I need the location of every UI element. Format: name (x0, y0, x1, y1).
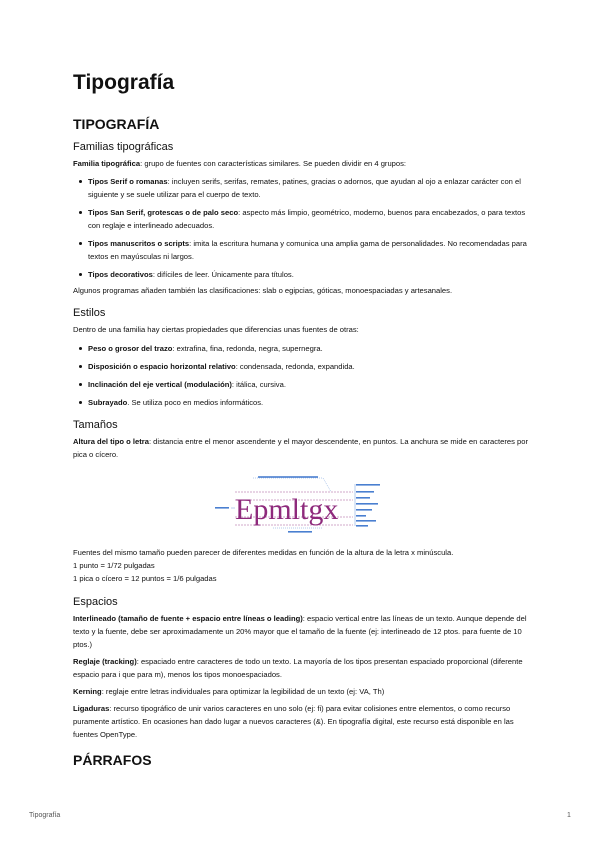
footer-page-number: 1 (567, 812, 571, 819)
estilos-intro: Dentro de una familia hay ciertas propiedades que diferencias unas fuentes de otras: (73, 325, 359, 334)
list-item: Tipos decorativos: difíciles de leer. Únicamente para títulos. (73, 268, 528, 281)
espacios-ligaduras: Ligaduras: recurso tipográfico de unir varios caracteres en uno solo (ej: fi) para evitar colisiones entre elementos, o como recurso puramente artístico. En ocasiones han dado lugar a nuevos caracteres (&). En tipografía digital, este recurso está disponible en las fuentes OpenType. (73, 704, 514, 739)
subheading-familias: Familias tipográficas (73, 141, 174, 153)
familias-intro: Familia tipográfica: grupo de fuentes con características similares. Se pueden dividir en 4 grupos: (73, 159, 407, 168)
espacios-reglaje: Reglaje (tracking): espaciado entre caracteres de todo un texto. La mayoría de los tipos presentan espaciado proporcional (diferente espacio para i que para m), menos los tipos monoespaciados. (73, 657, 523, 679)
document-title: Tipografía (73, 71, 175, 94)
section-heading-parrafos: PÁRRAFOS (73, 752, 152, 768)
familias-outro: Algunos programas añaden también las clasificaciones: slab o egipcias, góticas, monoespaciadas y artesanales. (73, 286, 453, 295)
list-item: Tipos Serif o romanas: incluyen serifs, serifas, remates, patines, gracias o adornos, que ayudan al ojo a enlazar carácter con el siguiente y se suele utilizar para el cuerpo de texto. (73, 175, 528, 201)
list-item: Peso o grosor del trazo: extrafina, fina, redonda, negra, supernegra. (73, 342, 528, 355)
espacios-kerning: Kerning: reglaje entre letras individuales para optimizar la legibilidad de un texto (ej: VA, Th) (73, 687, 385, 696)
subheading-tamanos: Tamaños (73, 419, 118, 431)
familias-list (73, 175, 533, 286)
section-heading-tipografia: TIPOGRAFÍA (73, 116, 160, 132)
figure-sample-word: Epmltgx (235, 493, 339, 526)
footer-left: Tipografía (29, 812, 61, 819)
list-item: Inclinación del eje vertical (modulación): itálica, cursiva. (73, 378, 528, 391)
list-item: Disposición o espacio horizontal relativo: condensada, redonda, expandida. (73, 360, 528, 373)
tamanos-line-1: Fuentes del mismo tamaño pueden parecer de diferentes medidas en función de la altura de la letra x minúscula. (73, 548, 454, 557)
list-item: Tipos manuscritos o scripts: imita la escritura humana y comunica una amplia gama de personalidades. No recomendadas para textos en mayúsculas ni largos. (73, 237, 528, 263)
tamanos-line-3: 1 pica o cícero = 12 puntos = 1/6 pulgadas (73, 574, 217, 583)
tamanos-line-2: 1 punto = 1/72 pulgadas (73, 561, 155, 570)
subheading-espacios: Espacios (73, 596, 118, 608)
estilos-list (73, 342, 533, 414)
espacios-interlineado: Interlineado (tamaño de fuente + espacio entre líneas o leading): espacio vertical entre las líneas de un texto. Aunque depende del texto y la fuente, debe ser aproximadamente un 20% mayor que el tamaño de la fuente (ej: interlineado de 12 ptos. para fuente de 10 ptos.) (73, 614, 527, 649)
subheading-estilos: Estilos (73, 307, 106, 319)
tamanos-intro: Altura del tipo o letra: distancia entre el menor ascendente y el mayor descendente, en puntos. La anchura se mide en caracteres por pica o cícero. (73, 437, 529, 459)
list-item: Tipos San Serif, grotescas o de palo seco: aspecto más limpio, geométrico, moderno, buenos para encabezados, o para textos con reglaje e interlineado adecuados. (73, 206, 528, 232)
type-anatomy-figure (213, 470, 393, 538)
list-item: Subrayado. Se utiliza poco en medios informáticos. (73, 396, 528, 409)
